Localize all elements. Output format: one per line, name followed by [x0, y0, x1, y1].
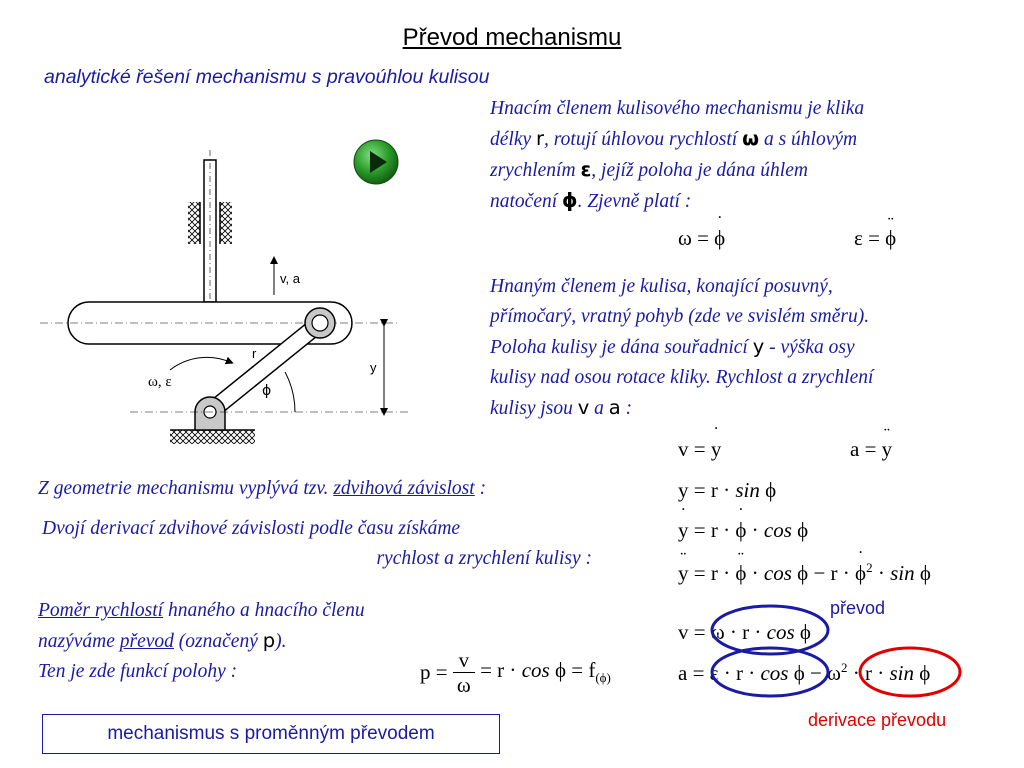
- eq-v-omega: v = ω · r · cos ϕ: [678, 620, 811, 644]
- subtitle: analytické řešení mechanismu s pravoúhlou kulisou: [44, 66, 490, 88]
- eq-p: p = $\frac{v}{\omega}$ = $r \cdot \cos \phi = f_{(\phi)}$: [420, 648, 611, 697]
- page-title: Převod mechanismu: [402, 24, 622, 51]
- label-omega-eps: ω, ε: [148, 374, 172, 390]
- label-phi: ϕ: [262, 383, 272, 399]
- paragraph-ratio: Poměr rychlostí hnaného a hnacího členu nazýváme převod (označený p). Ten je zde funkcí polohy :: [38, 600, 365, 682]
- eq-epsilon: ε = ¨ ϕ: [854, 226, 896, 251]
- eq-omega: ω = ˙ ϕ: [678, 226, 725, 251]
- eq-y-ddot: ¨ y = r · ¨ ϕ · cos ϕ − r · ˙ $\phi^2 \cdot \sin \phi$: [678, 560, 931, 586]
- label-derivace: derivace převodu: [808, 710, 947, 730]
- paragraph-derivation: Dvojí derivací zdvihové závislosti podle času získáme rychlost a zrychlení kulisy :: [42, 518, 592, 569]
- eq-y-dot: ˙ y = r · ˙ ϕ · cos ϕ: [678, 518, 808, 543]
- eq-y: y = r · sin ϕ: [678, 478, 777, 502]
- paragraph-driving-member: Hnacím členem kulisového mechanismu je klika délky r, rotují úhlovou rychlostí ω a s úhlovým zrychlením ε, jejíž poloha je dána úhlem natočení ϕ. Zjevně platí :: [490, 98, 865, 212]
- eq-a-derivative: $a = \varepsilon \cdot r \cdot \cos \phi - \omega^2 \cdot r \cdot \sin \phi$: [678, 660, 931, 685]
- eq-v: v = ˙ y: [678, 437, 721, 462]
- ellipse-derivace: [860, 648, 960, 696]
- label-r: r: [252, 346, 257, 361]
- label-y: y: [370, 360, 377, 375]
- label-va: v, a: [280, 271, 300, 286]
- summary-box: mechanismus s proměnným převodem: [42, 714, 500, 754]
- paragraph-driven-member: Hnaným členem je kulisa, konající posuvný, přímočarý, vratný pohyb (zde ve svislém směru). Poloha kulisy je dána souřadnicí y - výška osy kulisy nad osou rotace kliky. Rychlost a zrychlení kulisy jsou v a a :: [490, 276, 874, 419]
- paragraph-geometry: Z geometrie mechanismu vyplývá tzv. zdvihová závislost :: [38, 478, 487, 499]
- label-prevod: převod: [830, 598, 886, 618]
- eq-a: a = ¨ y: [850, 437, 892, 462]
